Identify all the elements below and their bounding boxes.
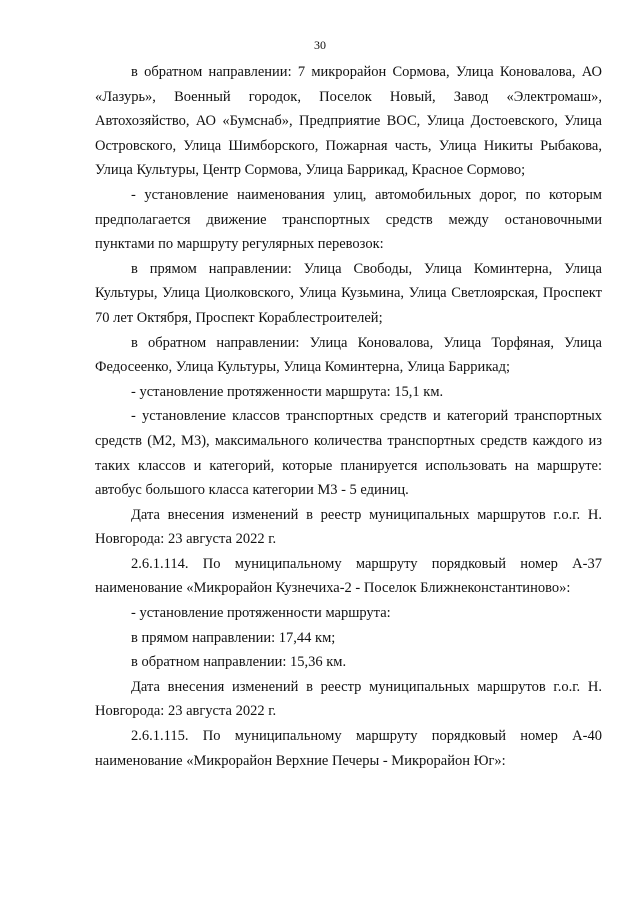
paragraph-forward-length: в прямом направлении: 17,44 км; [131,629,336,646]
paragraph-forward-direction-streets: в прямом направлении: Улица Свободы, Улица Коминтерна, Улица Культуры, Улица Циолковского, Улица Кузьмина, Улица Светлоярская, Проспект 70 лет Октября, Проспект Кораблестроителей; [95,260,602,326]
paragraph-route-length-a37: - установление протяженности маршрута: [131,605,391,622]
paragraph-vehicle-classes: - установление классов транспортных средств и категорий транспортных средств (М2, М3), максимального количества транспортных средств каждого из таких классов и категорий, которые планируется использовать на маршруте: автобус большого класса категории М3 - 5 единиц. [95,408,602,499]
paragraph-route-length: - установление протяженности маршрута: 15,1 км. [131,383,444,400]
paragraph-street-names: - установление наименования улиц, автомобильных дорог, по которым предполагается движение транспортных средств между остановочными пунктами по маршруту регулярных перевозок: [95,186,602,253]
paragraph-reverse-direction-streets: в обратном направлении: Улица Коновалова, Улица Торфяная, Улица Федосеенко, Улица Культуры, Улица Коминтерна, Улица Баррикад; [95,334,602,376]
paragraph-change-date-a37: Дата внесения изменений в реестр муниципальных маршрутов г.о.г. Н. Новгорода: 23 августа 2022 г. [95,678,602,720]
paragraph-reverse-direction-stops: в обратном направлении: 7 микрорайон Сормова, Улица Коновалова, АО «Лазурь», Военный городок, Поселок Новый, Завод «Электромаш», Автохозяйство, АО «Бумснаб», Предприятие ВОС, Улица Достоевского, Улица Островского, Улица Шимборского, Пожарная часть, Улица Никиты Рыбакова, Улица Культуры, Центр Сормова, Улица Баррикад, Красное Сормово; [95,64,602,179]
paragraph-route-a40-heading: 2.6.1.115. По муниципальному маршруту порядковый номер А-40 наименование «Микрорайон Верхние Печеры - Микрорайон Юг»: [95,728,602,769]
paragraph-change-date: Дата внесения изменений в реестр муниципальных маршрутов г.о.г. Н. Новгорода: 23 августа 2022 г. [95,506,602,548]
document-body [95,60,602,773]
paragraph-reverse-length: в обратном направлении: 15,36 км. [131,654,347,671]
page-number: 30 [314,38,326,52]
paragraph-route-a37-heading: 2.6.1.114. По муниципальному маршруту порядковый номер А-37 наименование «Микрорайон Кузнечиха-2 - Поселок Ближнеконстантиново»: [95,555,602,597]
